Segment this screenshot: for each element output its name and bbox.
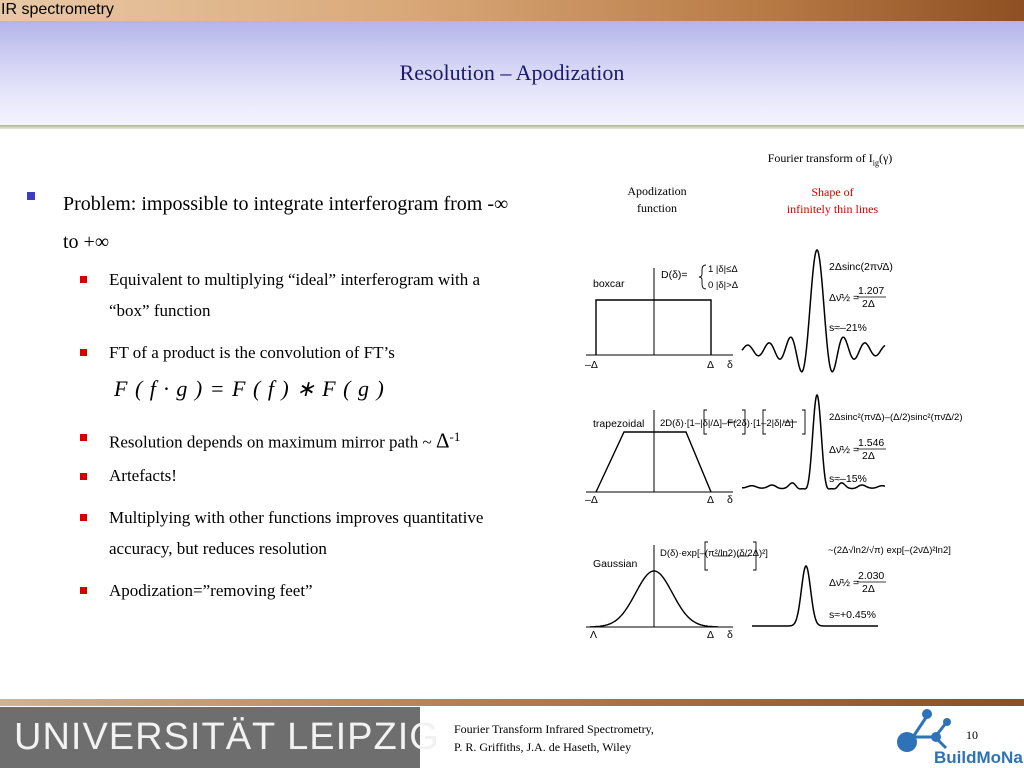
trapezoid-func: 2D(δ)·[1–|δ|/Δ]–F(2δ)·[1–2|δ|/Δ] [660, 418, 794, 429]
main-bullet-line2: to +∞ [63, 231, 110, 253]
boxcar-sidelobe: s≈–21% [829, 322, 867, 334]
trapezoid-res-lhs: Δν̄½ = [829, 444, 860, 456]
ft-caption-tail: (γ) [878, 151, 893, 165]
reference-line1: Fourier Transform Infrared Spectrometry, [454, 722, 654, 736]
trapezoid-axis-right: Δ [707, 494, 715, 506]
page-number: 10 [966, 728, 978, 742]
sub-bullet-4-line1: Artefacts! [109, 466, 177, 485]
gaussian-func: D(δ)·exp[–(π²/ln2)(δ/2Δ)²] [660, 548, 768, 559]
sub-bullet-6-line1: Apodization=”removing feet” [109, 581, 313, 600]
boxcar-res-lhs: Δν̄½ = [829, 292, 860, 304]
trapezoid-ft-formula: 2Δsinc²(πν̄Δ)–(Δ/2)sinc²(πν̄Δ/2) [829, 412, 963, 423]
boxcar-brace [699, 265, 706, 289]
sub-bullet-1-line2: “box” function [109, 301, 211, 320]
buildmona-logo-text: BuildMoNa [934, 748, 1023, 767]
trapezoid-label: trapezoidal [593, 418, 645, 430]
gaussian-res-num: 2.030 [858, 570, 885, 582]
gaussian-label: Gaussian [593, 558, 638, 570]
trapezoid-sidelobe: s≈–15% [829, 473, 867, 485]
boxcar-axis-left: –Δ [585, 359, 598, 371]
sub-bullet-3-text: Resolution depends on maximum mirror path ~ [109, 432, 436, 452]
sub-bullet-1-line1: Equivalent to multiplying “ideal” interferogram with a [109, 270, 481, 289]
boxcar-axis-var: δ [727, 359, 733, 371]
gaussian-axis-right: Δ [707, 629, 715, 641]
convolution-formula: F ( f · g ) = F ( f ) ∗ F ( g ) [114, 376, 385, 401]
boxcar-label: boxcar [593, 278, 625, 290]
ft-caption-text: Fourier transform of I [767, 151, 873, 165]
boxcar-ft-formula: 2Δsinc(2πν̄Δ) [829, 261, 893, 273]
shape-caption-line2: infinitely thin lines [786, 202, 879, 216]
ft-caption-sub: ig [872, 158, 879, 168]
buildmona-logo-icon [897, 709, 951, 752]
main-bullet-line1: Problem: impossible to integrate interferogram from -∞ [63, 193, 509, 215]
footer-divider [0, 699, 1024, 706]
course-title: IR spectrometry [1, 1, 114, 18]
boxcar-res-num: 1.207 [858, 285, 885, 297]
apodization-caption-line1: Apodization [627, 184, 687, 198]
trapezoid-axis-left: –Δ [585, 494, 598, 506]
boxcar-case1: 1 |δ|≤Δ [708, 264, 738, 275]
trapezoid-res-den: 2Δ [862, 450, 875, 462]
apodization-caption-line2: function [637, 201, 677, 215]
trapezoid-axis-var: δ [727, 494, 733, 506]
trapezoid-bracket-2-right [802, 410, 805, 434]
reference-line2: P. R. Griffiths, J.A. de Haseth, Wiley [454, 740, 632, 754]
gaussian-res-den: 2Δ [862, 583, 875, 595]
slide-title: Resolution – Apodization [399, 60, 625, 85]
gaussian-axis-left: Λ [590, 629, 598, 641]
trapezoid-res-num: 1.546 [858, 437, 885, 449]
sub-bullet-2-line1: FT of a product is the convolution of FT’s [109, 343, 395, 362]
delta-symbol: Δ [435, 428, 450, 453]
gaussian-res-lhs: Δν̄½ = [829, 577, 860, 589]
boxcar-res-den: 2Δ [862, 298, 875, 310]
gaussian-sidelobe: s≈+0.45% [829, 609, 876, 621]
delta-exponent: -1 [449, 429, 461, 444]
boxcar-axis-right: Δ [707, 359, 715, 371]
sub-bullet-5-line2: accuracy, but reduces resolution [109, 539, 327, 558]
gaussian-ft-formula: ~(2Δ√ln2/√π) exp[–(2ν̄Δ)²ln2] [828, 545, 951, 556]
shape-caption-line1: Shape of [811, 185, 854, 199]
gaussian-axis-var: δ [727, 629, 733, 641]
boxcar-case2: 0 |δ|>Δ [708, 280, 739, 291]
reference [454, 720, 654, 756]
university-name: UNIVERSITÄT LEIPZIG [14, 716, 440, 758]
boxcar-func: D(δ)= [661, 269, 688, 281]
sub-bullet-5-line1: Multiplying with other functions improves quantitative [109, 508, 484, 527]
